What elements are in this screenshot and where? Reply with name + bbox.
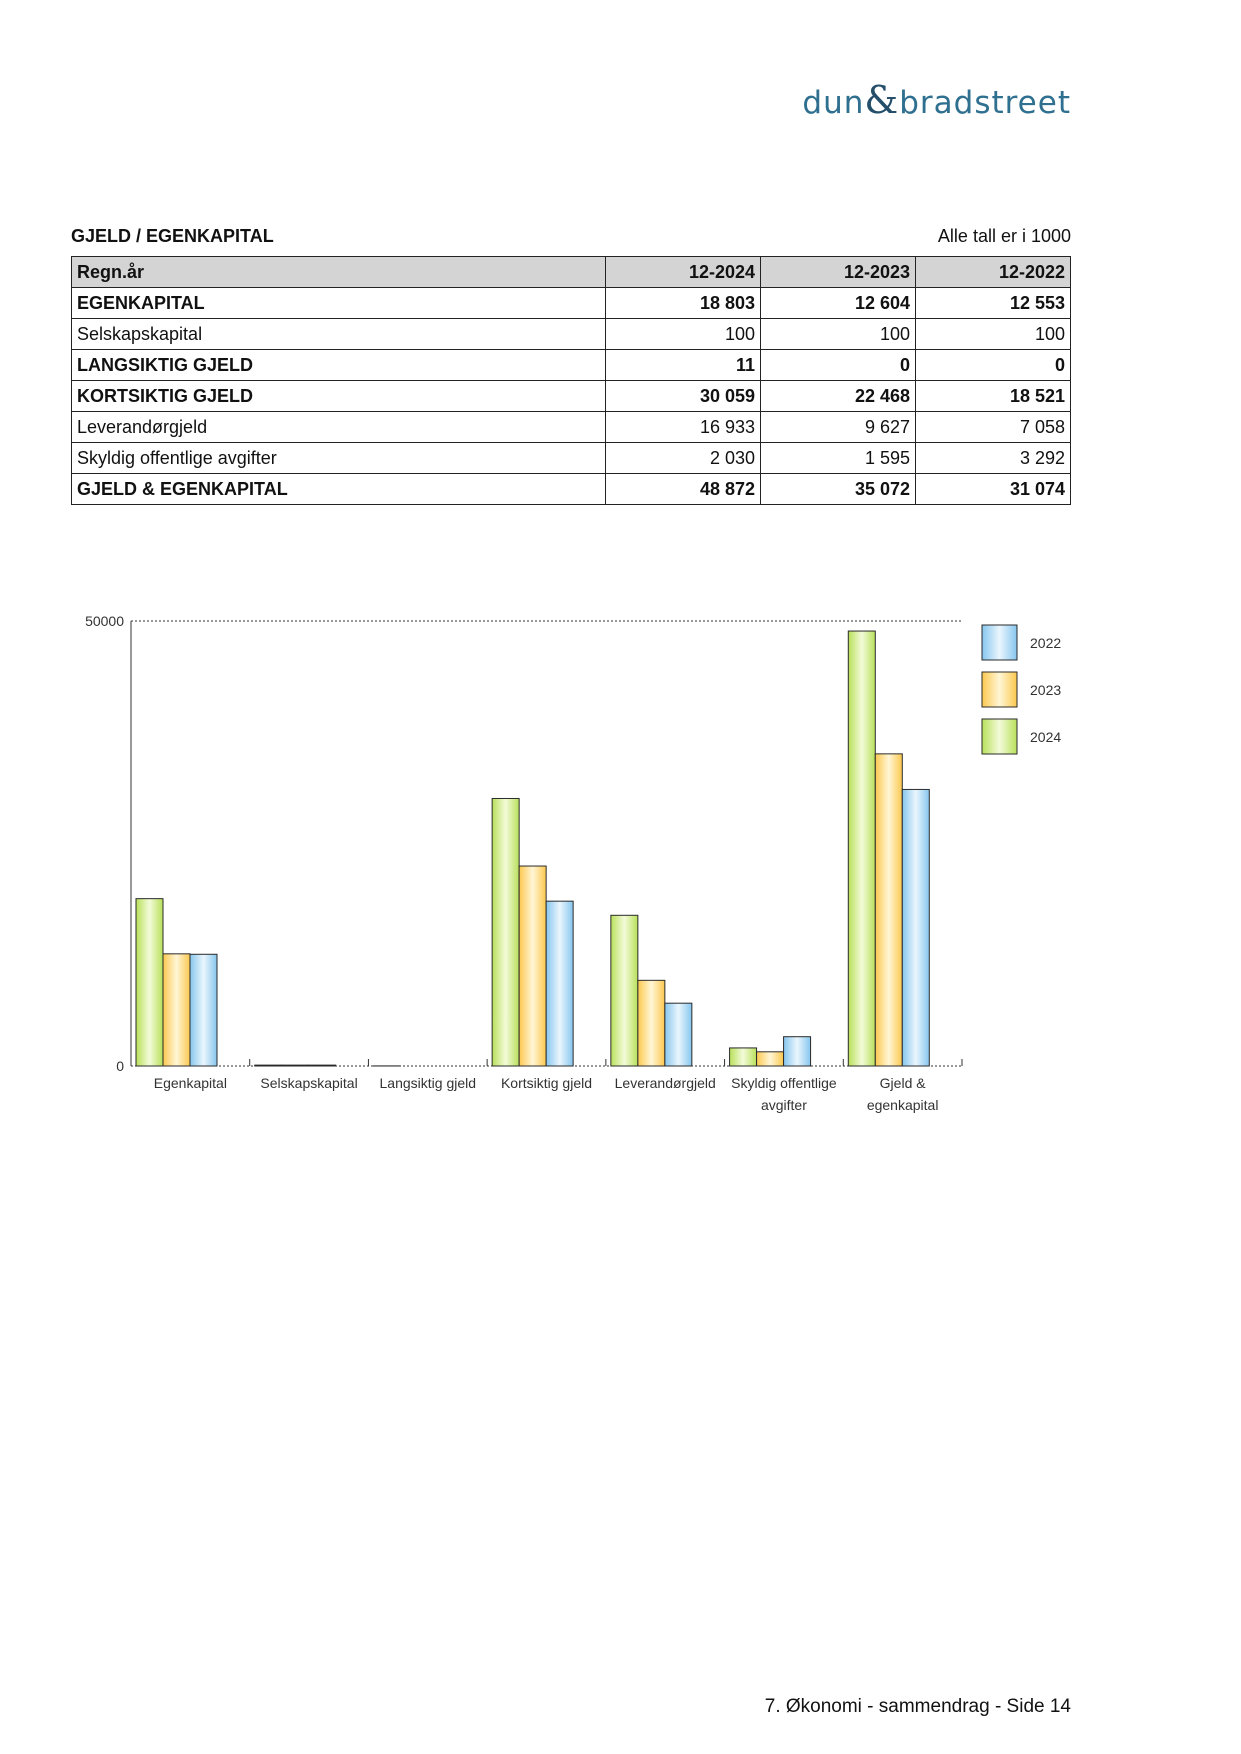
- bar-2024: [730, 1048, 757, 1066]
- row-label: Leverandørgjeld: [72, 412, 606, 443]
- row-value: 1 595: [761, 443, 916, 474]
- row-label: Skyldig offentlige avgifter: [72, 443, 606, 474]
- bar-2023: [875, 754, 902, 1066]
- y-tick-label: 50000: [85, 613, 124, 629]
- row-value: 31 074: [916, 474, 1071, 505]
- bar-2024: [848, 631, 875, 1066]
- x-tick-label: Egenkapital: [153, 1075, 227, 1091]
- row-value: 16 933: [606, 412, 761, 443]
- y-tick-label: 0: [116, 1058, 124, 1074]
- x-tick-label: Selskapskapital: [260, 1075, 358, 1091]
- row-value: 12 604: [761, 288, 916, 319]
- column-header-year: 12-2022: [916, 257, 1071, 288]
- row-value: 18 803: [606, 288, 761, 319]
- row-value: 0: [916, 350, 1071, 381]
- row-label: KORTSIKTIG GJELD: [72, 381, 606, 412]
- units-note: Alle tall er i 1000: [937, 226, 1071, 246]
- bar-2023: [519, 866, 546, 1066]
- x-tick-label: egenkapital: [866, 1097, 939, 1113]
- x-tick-label: Skyldig offentlige: [731, 1075, 837, 1091]
- column-header-label: Regn.år: [72, 257, 606, 288]
- legend-swatch-2023: [982, 672, 1017, 707]
- bar-2022: [309, 1065, 336, 1066]
- row-label: EGENKAPITAL: [72, 288, 606, 319]
- row-value: 7 058: [916, 412, 1071, 443]
- row-value: 18 521: [916, 381, 1071, 412]
- bar-2024: [492, 798, 519, 1066]
- row-value: 100: [761, 319, 916, 350]
- bar-2022: [546, 901, 573, 1066]
- legend-label: 2023: [1030, 682, 1062, 698]
- x-tick-label: avgifter: [760, 1097, 807, 1113]
- column-header-year: 12-2024: [606, 257, 761, 288]
- row-label: LANGSIKTIG GJELD: [72, 350, 606, 381]
- x-tick-label: Kortsiktig gjeld: [500, 1075, 593, 1091]
- legend-swatch-2022: [982, 625, 1017, 660]
- x-tick-label: Gjeld &: [879, 1075, 926, 1091]
- bar-2023: [163, 954, 190, 1066]
- bar-2024: [611, 915, 638, 1066]
- bar-2022: [784, 1037, 811, 1066]
- bar-2022: [665, 1003, 692, 1066]
- row-label: Selskapskapital: [72, 319, 606, 350]
- bar-2022: [902, 789, 929, 1066]
- page-footer: 7. Økonomi - sammendrag - Side 14: [764, 1696, 1071, 1717]
- row-value: 2 030: [606, 443, 761, 474]
- bar-2023: [282, 1065, 309, 1066]
- row-value: 22 468: [761, 381, 916, 412]
- row-value: 11: [606, 350, 761, 381]
- row-value: 0: [761, 350, 916, 381]
- row-value: 35 072: [761, 474, 916, 505]
- bar-2024: [255, 1065, 282, 1066]
- bar-2023: [638, 980, 665, 1066]
- row-value: 9 627: [761, 412, 916, 443]
- bar-2023: [757, 1052, 784, 1066]
- dun-bradstreet-logo: dun&bradstreet: [802, 78, 1071, 122]
- legend-label: 2024: [1030, 729, 1062, 745]
- row-value: 3 292: [916, 443, 1071, 474]
- row-value: 30 059: [606, 381, 761, 412]
- row-value: 100: [606, 319, 761, 350]
- column-header-year: 12-2023: [761, 257, 916, 288]
- bar-2022: [190, 954, 217, 1066]
- legend-label: 2022: [1030, 635, 1062, 651]
- row-value: 100: [916, 319, 1071, 350]
- row-label: GJELD & EGENKAPITAL: [72, 474, 606, 505]
- x-tick-label: Langsiktig gjeld: [379, 1075, 477, 1091]
- x-tick-label: Leverandørgjeld: [614, 1075, 716, 1091]
- legend-swatch-2024: [982, 719, 1017, 754]
- bar-2024: [136, 899, 163, 1066]
- section-title: GJELD / EGENKAPITAL: [71, 226, 274, 246]
- row-value: 12 553: [916, 288, 1071, 319]
- row-value: 48 872: [606, 474, 761, 505]
